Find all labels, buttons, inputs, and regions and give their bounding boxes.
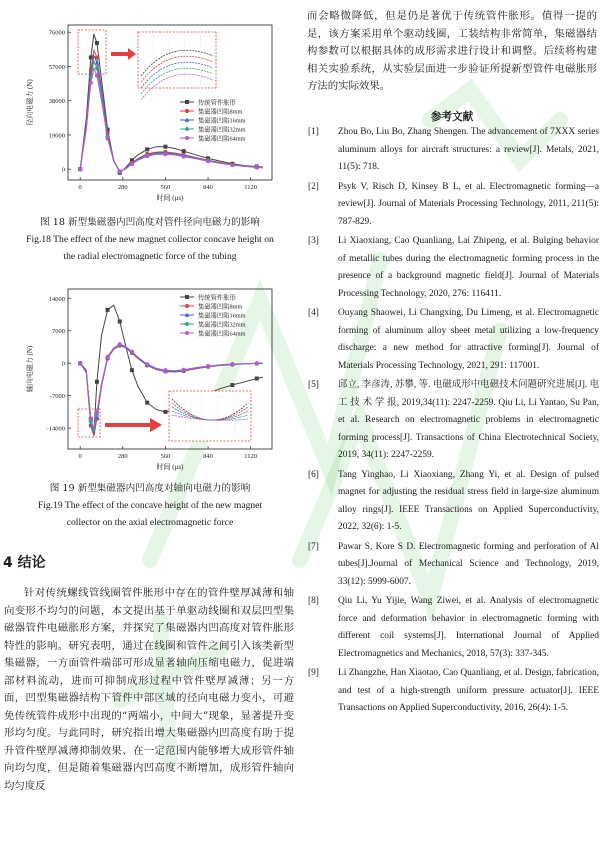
data-point	[89, 81, 93, 85]
zoom-inset	[138, 32, 216, 88]
data-point	[78, 167, 82, 171]
conclusion-paragraph-continued: 而会略微降低，但是仍是著优于传统管件胀形。值得一提的是，该方案采用单个驱动线圈，工装结构非常简单，集磁器结构参数可以根据具体的成形需求进行设计和调整。后续将构建相关实验系统，从实验层面进一步验证所提新型管件电磁胀形方法的实际效果。	[307, 10, 597, 92]
reference-number: [4]	[308, 308, 319, 318]
reference-number: [6]	[308, 469, 319, 480]
data-point	[206, 159, 210, 163]
reference-item	[308, 233, 599, 303]
data-point	[145, 362, 149, 366]
legend-label: 集磁器凹陷32mm	[198, 321, 246, 329]
data-point	[255, 377, 259, 381]
figure-19-caption-en-1: Fig.19 The effect of the concave height of the new magnet	[37, 500, 263, 511]
data-point	[163, 152, 167, 156]
reference-text: Qiu Li, Yu Yijie, Wang Ziwei, et al. Analysis of electromagnetic force and deformation behavior in electromagnetic forming with different coil systems[J]. International Journal of Applied Electromagnetics and Mechanics, 2018, 57(3): 337-345.	[338, 596, 599, 659]
legend-label: 集磁器凹陷32mm	[198, 126, 246, 134]
reference-text: Pawar S, Kore S D. Electromagnetic forming and perforation of Al tubes[J].Journal of Mechanical Science and Technology, 2019, 33(12): 5999-6007.	[338, 541, 599, 587]
data-point	[106, 137, 110, 141]
data-point	[118, 342, 122, 346]
reference-number: [7]	[308, 541, 319, 552]
x-tick-label: 0	[78, 453, 82, 460]
axial-force-plot	[10, 281, 285, 478]
x-axis-label: 时间 (μs)	[156, 463, 184, 471]
y-axis-label: 轴向电磁力 (N)	[26, 345, 34, 393]
data-point	[255, 361, 259, 365]
reference-item	[308, 665, 599, 718]
x-tick-label: 560	[160, 184, 171, 191]
legend-label: 集磁器凹陷8mm	[198, 303, 243, 311]
y-tick-label: 7000	[52, 328, 65, 336]
reference-number: [9]	[308, 668, 319, 678]
legend-marker	[185, 304, 189, 308]
legend-marker	[185, 127, 190, 132]
data-point	[130, 162, 134, 166]
data-point	[130, 368, 134, 372]
data-point	[145, 401, 149, 405]
x-tick-label: 560	[160, 453, 171, 460]
data-point	[118, 170, 122, 174]
references-title: 参考文献	[430, 111, 474, 123]
data-point	[182, 149, 186, 153]
y-tick-label: 0	[61, 166, 65, 174]
x-tick-label: 1120	[244, 453, 258, 460]
legend-marker	[185, 322, 190, 327]
x-tick-label: 840	[203, 184, 213, 191]
data-point	[182, 155, 186, 159]
x-tick-label: 1120	[244, 184, 258, 191]
legend-label: 集磁器凹陷64mm	[198, 330, 246, 338]
data-point	[106, 308, 110, 312]
zoom-arrow	[105, 418, 162, 432]
figure-19-caption	[0, 480, 300, 531]
figure-19-caption-en-2: collector on the axial electromagnetic force	[66, 517, 234, 528]
data-point	[95, 41, 99, 45]
figure-18-caption-en-1: Fig.18 The effect of the new magnet collector concave height on	[26, 234, 274, 245]
figure-18-chart	[10, 10, 285, 214]
legend-marker	[185, 331, 189, 335]
x-tick-label: 280	[117, 184, 128, 191]
figure-19-caption-cn: 图 19 新型集磁器内凹高度对轴向电磁力的影响	[49, 483, 251, 494]
figure-19-chart	[10, 281, 285, 482]
data-point	[230, 362, 234, 366]
x-tick-label: 280	[117, 453, 128, 460]
reference-text: Zhou Bo, Liu Bo, Zhang Shengen. The advancement of 7XXX series aluminum alloys for aircraft structures: a review[J]. Metals, 2021, 11(5): 718.	[338, 127, 599, 172]
data-point	[130, 350, 134, 354]
reference-text: Ouyang Shaowei, Li Changxing, Du Limeng, et al. Electromagnetic forming of aluminum alloy sheet metal utilizing a low-frequency discharge: a new method for attractive forming[J]. Journal of Materials Processing Technology, 2021, 291: 117001.	[338, 308, 599, 371]
y-tick-label: -14000	[46, 425, 65, 433]
data-point	[206, 364, 210, 368]
reference-number: [5]	[308, 380, 319, 390]
reference-number: [2]	[308, 181, 319, 192]
reference-item	[308, 593, 599, 663]
x-tick-label: 840	[203, 453, 213, 460]
data-point	[230, 383, 234, 387]
reference-text: Li Xiaoxiang, Cao Quanliang, Lai Zhipeng, et al. Bulging behavior of metallic tubes during the electromagnetic forming process in the presence of a background magnetic field[J]. Journal of Materials Processing Technology, 2020, 276: 116411.	[338, 236, 599, 299]
reference-item	[308, 377, 599, 465]
figure-18-caption-en-2: the radial electromagnetic force of the tubing	[63, 251, 237, 262]
reference-item	[308, 305, 599, 375]
reference-item	[308, 179, 599, 232]
reference-number: [1]	[308, 127, 319, 137]
legend-label: 集磁器凹陷8mm	[198, 108, 243, 116]
reference-text: 邱立, 李彦涛, 苏攀, 等. 电磁成形中电磁技术问题研究进展[J]. 电 工 技 术 学 报, 2019,34(11): 2247-2259. Qiu Li, Li Yantao, Su Pan, et al. Research on electromagnetic problems in electromagnetic forming process[J]. Transactions of China Electrotechnical Society, 2019, 34(11): 2247-2259.	[338, 380, 599, 460]
reference-item	[308, 124, 599, 177]
legend-marker	[185, 136, 189, 140]
data-point	[78, 361, 82, 365]
reference-number: [8]	[308, 596, 319, 606]
data-point	[106, 355, 110, 359]
reference-item	[308, 539, 599, 592]
reference-list	[308, 124, 599, 720]
data-point	[230, 163, 234, 167]
reference-text: Tang Yinghao, Li Xiaoxiang, Zhang Yi, et al. Design of pulsed magnet for adjusting the residual stress field in large-size aluminum alloy rings[J]. IEEE Transactions on Applied Superconductivity, 2022, 32(6): 1-5.	[338, 469, 599, 532]
legend-marker	[185, 295, 189, 299]
figure-18-caption	[0, 214, 300, 265]
y-tick-label: 57000	[48, 63, 65, 71]
y-tick-label: 14000	[48, 295, 65, 303]
data-point	[95, 410, 99, 414]
legend-label: 集磁器凹陷64mm	[198, 135, 246, 143]
data-point	[255, 165, 259, 169]
zoom-inset	[169, 391, 251, 441]
x-axis-label: 时间 (μs)	[156, 194, 184, 202]
y-tick-label: 38000	[48, 98, 65, 106]
reference-text: Psyk V, Risch D, Kinsey B L, et al. Electromagnetic forming—a review[J]. Journal of Materials Processing Technology, 2011, 211(5): 787-829.	[338, 181, 599, 227]
legend-label: 传统管件胀形	[198, 99, 236, 107]
reference-text: Li Zhangzhe, Han Xiaotao, Cao Quanliang, et al. Design, fabrication, and test of a high-strength uniform pressure actuator[J]. IEEE Transactions on Applied Superconductivity, 2016, 26(4): 1-5.	[338, 668, 599, 713]
data-point	[118, 319, 122, 323]
x-tick-label: 0	[78, 184, 82, 191]
data-point	[182, 368, 186, 372]
data-point	[89, 417, 93, 421]
legend-label: 集磁器凹陷16mm	[198, 312, 246, 320]
figure-18-caption-cn: 图 18 新型集磁器内凹高度对管件径向电磁力的影响	[40, 217, 260, 228]
legend-marker	[185, 100, 189, 104]
y-tick-label: 19000	[48, 132, 65, 140]
legend-marker	[185, 109, 189, 113]
section-heading: 4 结论	[3, 555, 46, 571]
data-point	[163, 368, 167, 372]
reference-item	[308, 467, 599, 537]
data-point	[145, 147, 149, 151]
data-point	[145, 154, 149, 158]
y-axis-label: 径向电磁力 (N)	[26, 79, 34, 126]
conclusion-paragraph: 针对传统螺线管线圈管件胀形中存在的管件壁厚减薄和轴向变形不均匀的问题，本文提出基于单驱动线圈和双层凹型集磁器管件电磁胀形方案，并探究了集磁器内凹高度对管件胀形特性的影响。研究表明，通过在线圈和管件之间引入该类新型集磁器，一方面管件端部可形成显著轴向压缩电磁力，促进端部材料流动，进而可抑制成形过程中管件壁厚减薄；另一方面，凹型集磁器结构下管件中部区域的径向电磁力变小，可避免传统管件成形中出现的“两端小，中间大”现象，显著提升变形均匀度。与此同时，研究指出增大集磁器内凹高度有助于提升管件壁厚减薄抑制效果、在一定范围内能够增大成形管件轴向均匀度，但是随着集磁器内凹高度不断增加，成形管件轴向均匀度反	[4, 587, 294, 792]
zoom-arrow	[111, 48, 136, 60]
legend-label: 传统管件胀形	[198, 294, 236, 302]
reference-number: [3]	[308, 236, 319, 246]
y-tick-label: 76000	[48, 29, 65, 37]
y-tick-label: -7000	[49, 393, 65, 401]
data-point	[163, 410, 167, 414]
legend-label: 集磁器凹陷16mm	[198, 117, 246, 125]
data-point	[163, 145, 167, 149]
data-point	[95, 380, 99, 384]
y-tick-label: 0	[61, 360, 65, 368]
radial-force-plot	[10, 10, 285, 210]
